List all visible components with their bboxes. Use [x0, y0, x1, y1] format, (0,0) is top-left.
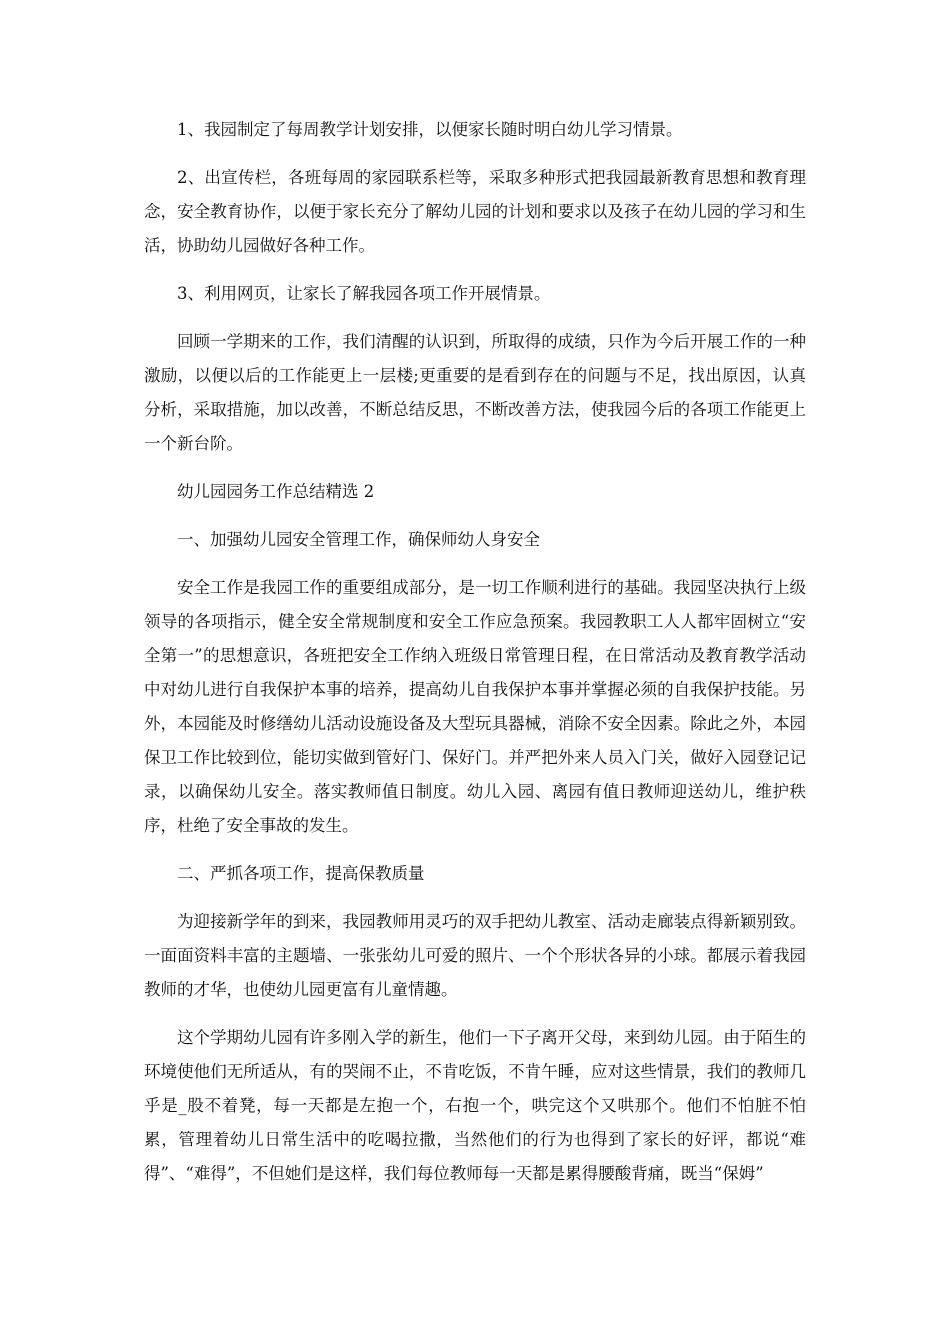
paragraph-safety: 安全工作是我园工作的重要组成部分，是一切工作顺利进行的基础。我园坚决执行上级领导的各项指示，健全安全常规制度和安全工作应急预案。我园教职工人人都牢固树立“安全第一”的思想意识，各班把安全工作纳入班级日常管理日程，在日常活动及教育教学活动中对幼儿进行自我保护本事的培养，提高幼儿自我保护本事并掌握必须的自我保护技能。另外，本园能及时修缮幼儿活动设施设备及大型玩具器械，消除不安全因素。除此之外，本园保卫工作比较到位，能切实做到管好门、保好门。并严把外来人员入门关，做好入园登记记录，以确保幼儿安全。落实教师值日制度。幼儿入园、离园有值日教师迎送幼儿，维护秩序，杜绝了安全事故的发生。	[144, 578, 806, 835]
paragraph-item-3: 3、利用网页，让家长了解我园各项工作开展情景。	[177, 284, 551, 303]
paragraph-new-students: 这个学期幼儿园有许多刚入学的新生，他们一下子离开父母，来到幼儿园。由于陌生的环境使他们无所适从，有的哭闹不止，不肯吃饭，不肯午睡，应对这些情景，我们的教师几乎是_股不着凳，每一天都是左抱一个，右抱一个，哄完这个又哄那个。他们不怕脏不怕累，管理着幼儿日常生活中的吃喝拉撒，当然他们的行为也得到了家长的好评，都说“难得”、“难得”，不但她们是这样，我们每位教师每一天都是累得腰酸背痛，既当“保姆”	[144, 1028, 806, 1183]
heading-quality: 二、严抓各项工作，提高保教质量	[177, 864, 425, 883]
heading-safety: 一、加强幼儿园安全管理工作，确保师幼人身安全	[177, 530, 540, 549]
paragraph-item-2: 2、出宣传栏，各班每周的家园联系栏等，采取多种形式把我园最新教育思想和教育理念，安全教育协作，以便于家长充分了解幼儿园的计划和要求以及孩子在幼儿园的学习和生活，协助幼儿园做好各种工作。	[144, 168, 806, 255]
section-title: 幼儿园园务工作总结精选 2	[177, 482, 375, 501]
summary-paragraph: 回顾一学期来的工作，我们清醒的认识到，所取得的成绩，只作为今后开展工作的一种激励，以便以后的工作能更上一层楼;更重要的是看到存在的问题与不足，找出原因，认真分析，采取措施，加以改善，不断总结反思，不断改善方法，使我园今后的各项工作能更上一个新台阶。	[144, 332, 806, 453]
paragraph-decoration: 为迎接新学年的到来，我园教师用灵巧的双手把幼儿教室、活动走廊装点得新颖别致。一面面资料丰富的主题墙、一张张幼儿可爱的照片、一个个形状各异的小球。都展示着我园教师的才华，也使幼儿园更富有儿童情趣。	[144, 912, 806, 999]
paragraph-item-1: 1、我园制定了每周教学计划安排，以便家长随时明白幼儿学习情景。	[177, 120, 683, 139]
document-body	[144, 113, 806, 1205]
